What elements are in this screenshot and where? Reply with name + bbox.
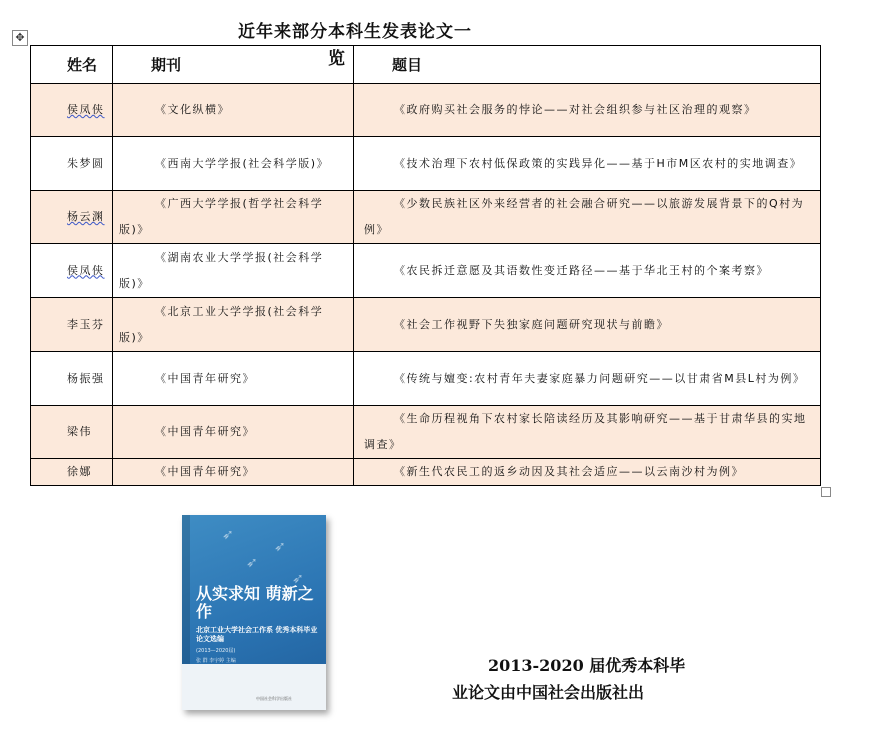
table-row — [31, 244, 821, 298]
papers-table — [30, 45, 821, 486]
topic-cell: 《生命历程视角下农村家长陪读经历及其影响研究——基于甘肃华县的实地调查》 — [354, 406, 821, 459]
header-topic: 题目 — [354, 46, 821, 84]
book-publisher: 中国社会科学出版社 — [256, 696, 292, 701]
author-name: 梁伟 — [31, 406, 113, 459]
topic-cell: 《少数民族社区外来经营者的社会融合研究——以旅游发展背景下的Q村为例》 — [354, 191, 821, 244]
author-name: 徐娜 — [31, 459, 113, 486]
book-cover-image — [182, 515, 326, 710]
table-row — [31, 406, 821, 459]
header-journal: 期刊 — [113, 46, 354, 84]
topic-cell: 《社会工作视野下失独家庭问题研究现状与前瞻》 — [354, 298, 821, 352]
author-name — [31, 84, 113, 137]
table-row — [31, 298, 821, 352]
author-name-text: 杨云渊 — [67, 210, 105, 223]
topic-cell: 《技术治理下农村低保政策的实践异化——基于H市M区农村的实地调查》 — [354, 137, 821, 191]
journal-cell: 《广西大学学报(哲学社会科学版)》 — [113, 191, 354, 244]
bird-icon: ➶ — [246, 555, 258, 571]
book-bottom-band — [182, 664, 326, 710]
table-row — [31, 137, 821, 191]
author-name: 李玉芬 — [31, 298, 113, 352]
table-row — [31, 191, 821, 244]
book-editors: 张 群 李宇婷 主编 — [196, 658, 236, 664]
author-name — [31, 244, 113, 298]
journal-cell: 《文化纵横》 — [113, 84, 354, 137]
topic-cell: 《传统与嬗变:农村青年夫妻家庭暴力问题研究——以甘肃省M县L村为例》 — [354, 352, 821, 406]
bird-icon: ➶ — [292, 571, 304, 587]
author-name-text: 侯凤侠 — [67, 263, 105, 277]
book-years: (2013—2020届) — [196, 648, 236, 654]
book-subtitle: 北京工业大学社会工作系 优秀本科毕业论文选编 — [196, 626, 318, 643]
bird-icon: ➶ — [222, 527, 234, 543]
author-name-text: 侯凤侠 — [67, 103, 105, 116]
book-title: 从实求知 萌新之作 — [196, 584, 314, 621]
journal-cell: 《中国青年研究》 — [113, 406, 354, 459]
bird-icon: ➶ — [274, 539, 286, 555]
table-row — [31, 84, 821, 137]
caption-line-2: 业论文由中国社会出版社出 — [452, 683, 645, 702]
page-title-wrap: 览 — [328, 49, 345, 69]
topic-cell: 《政府购买社会服务的悖论——对社会组织参与社区治理的观察》 — [354, 84, 821, 137]
journal-cell: 《西南大学学报(社会科学版)》 — [113, 137, 354, 191]
journal-cell: 《北京工业大学学报(社会科学版)》 — [113, 298, 354, 352]
author-name — [31, 191, 113, 244]
table-row — [31, 459, 821, 486]
table-row — [31, 352, 821, 406]
publication-caption — [452, 652, 692, 706]
table-header-row — [31, 46, 821, 84]
author-name: 朱梦圆 — [31, 137, 113, 191]
caption-line-1: 2013-2020 届优秀本科毕 — [488, 656, 686, 675]
topic-cell: 《新生代农民工的返乡动因及其社会适应——以云南沙村为例》 — [354, 459, 821, 486]
journal-cell: 《中国青年研究》 — [113, 459, 354, 486]
topic-cell: 《农民拆迁意愿及其语数性变迁路径——基于华北王村的个案考察》 — [354, 244, 821, 298]
resize-icon[interactable] — [821, 487, 831, 497]
journal-cell: 《湖南农业大学学报(社会科学版)》 — [113, 244, 354, 298]
journal-cell: 《中国青年研究》 — [113, 352, 354, 406]
move-icon[interactable]: ✥ — [12, 30, 28, 46]
page-title: 近年来部分本科生发表论文一 — [238, 22, 472, 42]
header-name: 姓名 — [31, 46, 113, 84]
author-name: 杨振强 — [31, 352, 113, 406]
